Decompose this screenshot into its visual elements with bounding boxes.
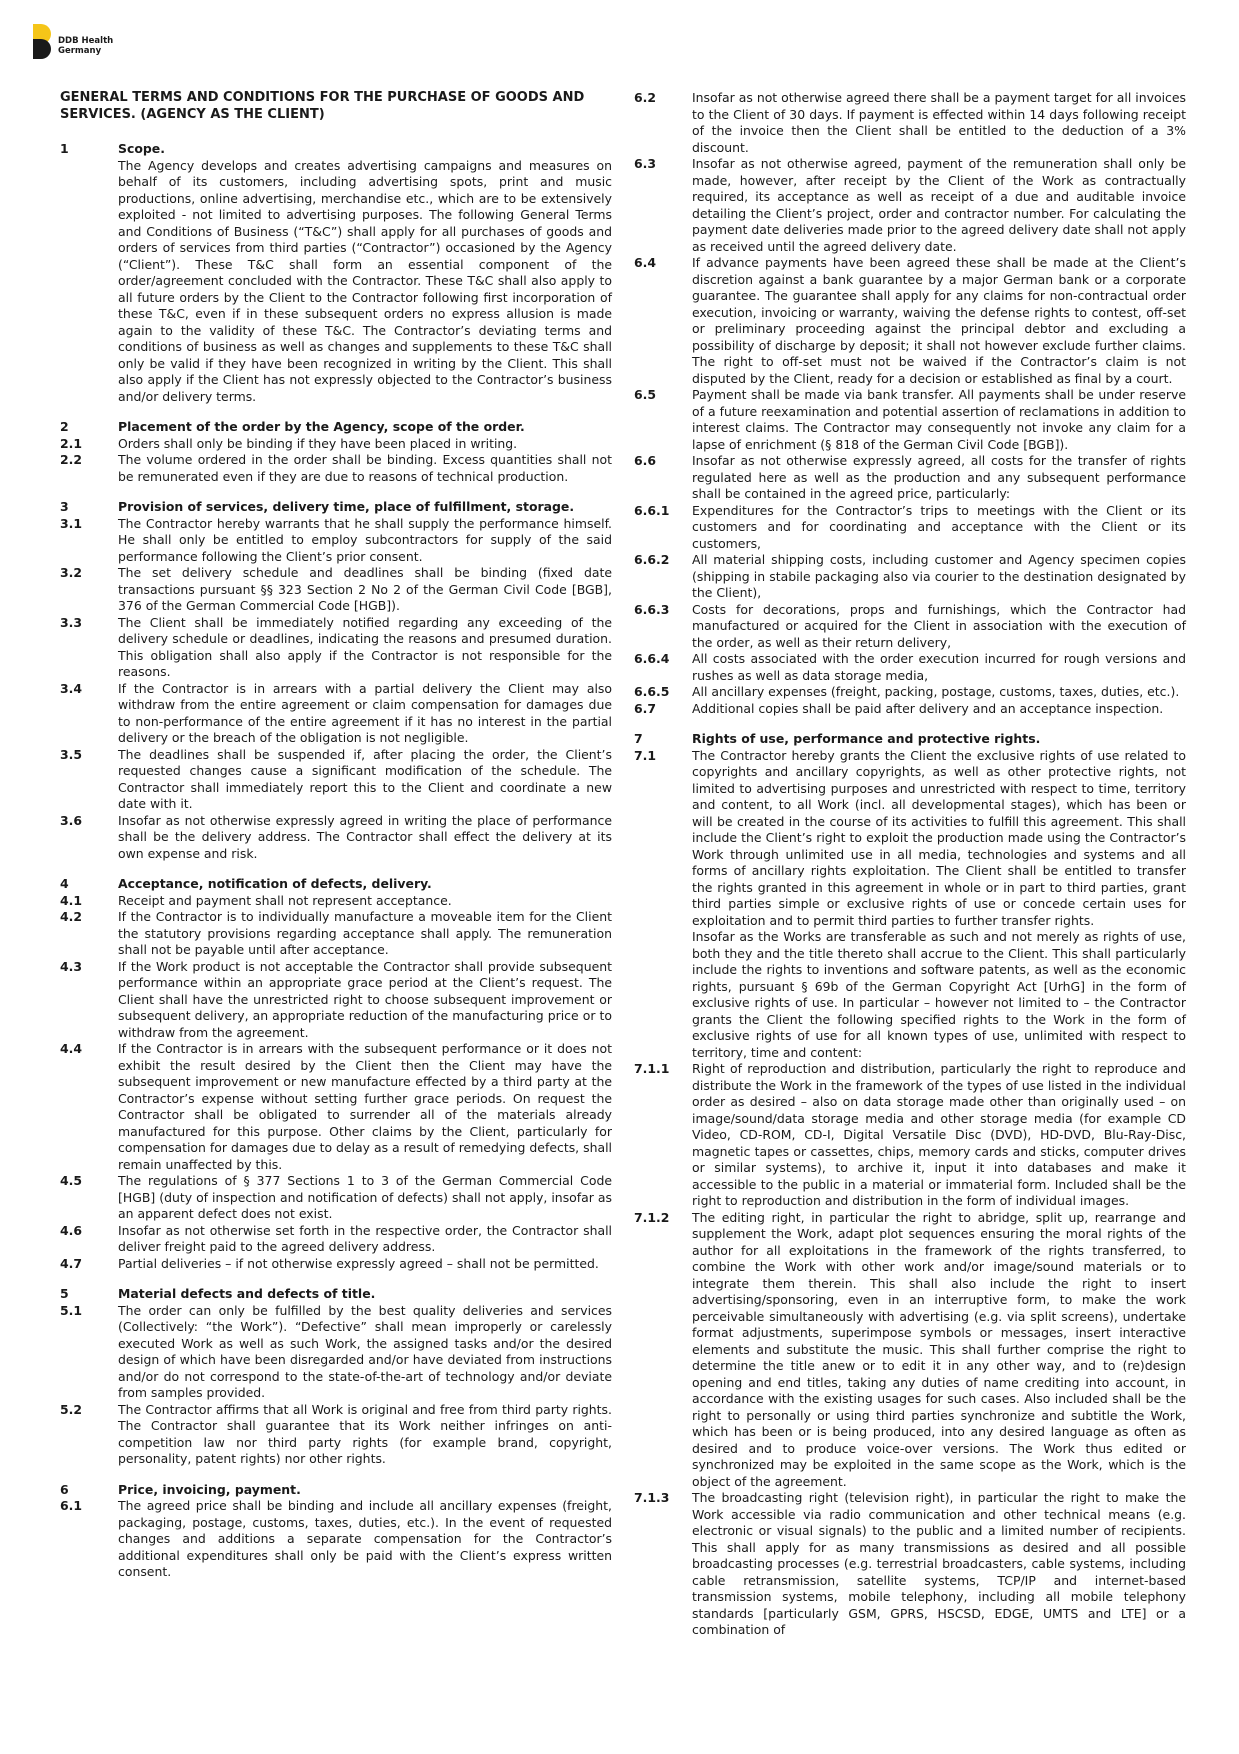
- clause-number: 3.2: [60, 565, 83, 580]
- clause-number: 6.6.2: [634, 552, 670, 567]
- clause: [60, 436, 612, 453]
- brand-name: [58, 36, 113, 56]
- clause-number: 4.2: [60, 909, 83, 924]
- company-logo: [32, 23, 152, 65]
- clause-text: Costs for decorations, props and furnishings, which the Contractor had manufactured or acquired for the Client in association with the execution of the order, as well as their return delivery,: [692, 601, 1186, 650]
- right-column: [634, 90, 1186, 1639]
- section-title: Provision of services, delivery time, place of fulfillment, storage.: [118, 499, 575, 514]
- clause: [60, 681, 612, 747]
- clause: [634, 701, 1186, 718]
- clause: [60, 1303, 612, 1402]
- clause: [634, 90, 1186, 156]
- clause: [634, 552, 1186, 602]
- clause: [60, 615, 612, 681]
- clause-number: 2: [60, 419, 69, 434]
- clause-number: 4.3: [60, 958, 83, 974]
- clause-text: If the Work product is not acceptable the Contractor shall provide subsequent performance within an appropriate grace period at the Client’s request. The Client shall have the unrestricted right to choose subsequent improvement or subsequent delivery, an appropriate reduction of the manufacturing price or to withdraw from the agreement.: [118, 958, 612, 1040]
- clause-text: Additional copies shall be paid after delivery and an acceptance inspection.: [692, 700, 1164, 716]
- clause-number: 6.7: [634, 700, 657, 716]
- clause-text: Partial deliveries – if not otherwise expressly agreed – shall not be permitted.: [118, 1255, 599, 1271]
- section-heading: [60, 419, 612, 436]
- brand-line-2: Germany: [58, 46, 102, 56]
- clause-text: Insofar as the Works are transferable as such and not merely as rights of use, both they and the title thereto shall accrue to the Client. This shall particularly include the rights to inventions and software patents, as well as the economic rights, pursuant § 69b of the German Copyright Act [UrhG] in the form of exclusive rights of use. In particular – however not limited to – the Contractor grants the Client the following specified rights to the Work in the form of exclusive rights of use for all known types of use, unlimited with respect to territory, time and content:: [692, 929, 1186, 1060]
- clause-number: 6.6.5: [634, 684, 670, 699]
- logo-black-shape: [33, 39, 51, 59]
- clause-number: 3.4: [60, 680, 83, 696]
- clause-number: 7.1: [634, 747, 657, 763]
- clause-number: 4.4: [60, 1041, 83, 1056]
- clause-number: 6.3: [634, 156, 657, 171]
- clause: [634, 684, 1186, 701]
- clause-text: The broadcasting right (television right), in particular the right to make the Work accessible via radio communication and other technical means (e.g. electronic or visual signals) to the public and a limited number of recipients. This shall apply for as many transmissions as desired and all possible broadcasting processes (e.g. terrestrial broadcasters, cable systems, including cable retransmission, satellite systems, TCP/IP and internet-based transmission systems, mobile telephony, including all mobile telephony standards [particularly GSM, GPRS, HSCSD, EDGE, UMTS and LTE] or a combination of: [692, 1490, 1186, 1637]
- clause-number: 6.5: [634, 387, 657, 402]
- clause-number: 6.4: [634, 255, 657, 270]
- clause: [634, 453, 1186, 503]
- clause: [634, 602, 1186, 652]
- clause: [60, 565, 612, 615]
- clause: [60, 1223, 612, 1256]
- section-heading: [60, 1286, 612, 1303]
- clause-number: [60, 158, 118, 406]
- clause-number: 3.6: [60, 812, 83, 828]
- clause-number: 6.6.1: [634, 502, 670, 518]
- clause-text: Insofar as not otherwise agreed, payment of the remuneration shall only be made, however, after receipt by the Client of the Work as contractually required, its acceptance as well as receipt of a due and auditable invoice detailing the Client’s project, order and contractor number. For calculating the payment date deliveries made prior to the agreed delivery date shall not apply as received until the agreed delivery date.: [692, 156, 1186, 254]
- clause-number: 4.5: [60, 1173, 83, 1188]
- clause: [60, 1256, 612, 1273]
- clause: [60, 1498, 612, 1581]
- clause-number: [634, 929, 692, 1061]
- clause-number: 5: [60, 1286, 69, 1301]
- clause-number: 4.1: [60, 892, 83, 908]
- clause: [634, 156, 1186, 255]
- clause-number: 6: [60, 1481, 69, 1497]
- clause: [60, 959, 612, 1042]
- clause-text: The order can only be fulfilled by the best quality deliveries and services (Collectively: “the Work”). “Defective” shall mean improperly or carelessly executed Work as well as such Work, the assigned tasks and/or the desired design of which have been disregarded and/or have deviated from instructions and/or do not correspond to the state-of-the-art of technology and/or deviate from samples provided.: [118, 1302, 612, 1400]
- section-title: Placement of the order by the Agency, scope of the order.: [118, 419, 525, 434]
- clause-number: 3: [60, 499, 69, 514]
- clause: [60, 158, 612, 406]
- left-column: [60, 90, 612, 1581]
- clause-text: Insofar as not otherwise expressly agreed, all costs for the transfer of rights regulated here as well as the production and any subsequent performance shall be contained in the agreed price, particularly:: [692, 453, 1186, 501]
- clause: [634, 255, 1186, 387]
- clause-text: The Contractor hereby warrants that he shall supply the performance himself. He shall only be entitled to employ subcontractors for supply of the said performance following the Client’s prior consent.: [118, 515, 612, 564]
- clause: [634, 1061, 1186, 1210]
- clause: [60, 452, 612, 485]
- clause-number: 7.1.1: [634, 1061, 670, 1076]
- clause: [634, 1490, 1186, 1639]
- clause-text: The Contractor affirms that all Work is original and free from third party rights. The Contractor shall guarantee that its Work neither infringes on anti-competition law nor third party rights (for example brand, copyright, personality, patent rights) nor other rights.: [118, 1401, 612, 1466]
- clause-text: If the Contractor is to individually manufacture a moveable item for the Client the statutory provisions regarding acceptance shall apply. The remuneration shall not be payable until after acceptance.: [118, 909, 612, 957]
- clause-text: The Client shall be immediately notified regarding any exceeding of the delivery schedule or deadlines, indicating the reasons and presumed duration. This obligation shall also apply if the Contractor is not responsible for the reasons.: [118, 614, 612, 679]
- clause: [60, 1402, 612, 1468]
- clause-number: 3.1: [60, 515, 83, 531]
- clause-number: 1: [60, 141, 69, 156]
- clause-text: Insofar as not otherwise set forth in the respective order, the Contractor shall deliver freight paid to the agreed delivery address.: [118, 1222, 612, 1254]
- clause: [60, 813, 612, 863]
- clause-number: 6.6: [634, 453, 657, 468]
- clause-text: Receipt and payment shall not represent acceptance.: [118, 892, 452, 908]
- clause: [634, 1210, 1186, 1491]
- clause-number: 6.2: [634, 90, 657, 105]
- clause-number: 3.5: [60, 746, 83, 762]
- clause-text: All material shipping costs, including customer and Agency specimen copies (shipping in stabile packaging also via courier to the destination designated by the Client),: [692, 552, 1186, 600]
- clause-text: If the Contractor is in arrears with a partial delivery the Client may also withdraw from the entire agreement or claim compensation for damages due to non-performance of the entire agreement if it has no interest in the partial delivery or the breach of the obligation is not negligible.: [118, 680, 612, 745]
- clause-text: Insofar as not otherwise expressly agreed in writing the place of performance shall be the delivery address. The Contractor shall effect the delivery at its own expense and risk.: [118, 812, 612, 861]
- clause-number: 7.1.2: [634, 1209, 670, 1225]
- clause-number: 5.2: [60, 1401, 83, 1417]
- clause-text: The Agency develops and creates advertising campaigns and measures on behalf of its customers, including advertising spots, print and music productions, online advertising, merchandise etc., which are to be extensively exploited - not limited to advertising purposes. The following General Terms and Conditions of Business (“T&C”) shall apply for all purchases of goods and orders of services from third parties (“Contractor”) occasioned by the Agency (“Client”). These T&C shall form an essential component of the order/agreement concluded with the Contractor. These T&C shall also apply to all future orders by the Client to the Contractor following first incorporation of these T&C, even if in these subsequent orders no express allusion is made again to the validity of these T&C. The Contractor’s deviating terms and conditions of business as well as changes and supplements to these T&C shall only be valid if they have been recognized in writing by the Client. This shall also apply if the Client has not expressly objected to the Contractor’s business and/or delivery terms.: [118, 157, 612, 404]
- brand-line-1: DDB Health: [58, 36, 114, 46]
- clause: [60, 1173, 612, 1223]
- clause-number: 4: [60, 876, 69, 891]
- clause-text: The Contractor hereby grants the Client the exclusive rights of use related to copyrights and ancillary copyrights, as well as other protective rights, not limited to advertising purposes and unrestricted with respect to time, territory and content, to all Work (incl. all developmental stages), which has been or will be created in the course of its activities to fulfill this agreement. This shall include the Client’s right to exploit the production made using the Contractor’s Work through unlimited use in all media, technologies and systems and all forms of ancillary rights exploitation. The Client shall be entitled to transfer the rights granted in this agreement in whole or in part to third parties, grant third parties simple or exclusive rights of use or concede certain uses for exploitation and to permit third parties to further transfer rights.: [692, 747, 1186, 928]
- clause: [634, 748, 1186, 930]
- clause-text: If advance payments have been agreed these shall be made at the Client’s discretion against a bank guarantee by a major German bank or a corporate guarantee. The guarantee shall apply for any claims for non-contractual order execution, invoicing or warranty, waiving the defense rights to contest, off-set or preliminary proceeding against the principal debtor and excluding a possibility of discharge by deposit; it shall not however exclude further claims. The right to off-set must not be waived if the Contractor’s claim is not disputed by the Client, ready for a decision or established as final by a court.: [692, 255, 1186, 386]
- clause-text: The regulations of § 377 Sections 1 to 3 of the German Commercial Code [HGB] (duty of inspection and notification of defects) shall not apply, insofar as an apparent defect does not exist.: [118, 1173, 612, 1221]
- clause-number: 6.1: [60, 1498, 83, 1513]
- clause-number: 6.6.4: [634, 651, 670, 666]
- document-title: GENERAL TERMS AND CONDITIONS FOR THE PURCHASE OF GOODS AND SERVICES. (AGENCY AS THE CLIENT): [60, 90, 585, 122]
- section-title: Acceptance, notification of defects, delivery.: [118, 876, 432, 891]
- clause: [634, 651, 1186, 684]
- section-title: Price, invoicing, payment.: [118, 1481, 301, 1497]
- section-heading: [60, 141, 612, 158]
- clause-text: All ancillary expenses (freight, packing, postage, customs, taxes, duties, etc.).: [692, 684, 1180, 699]
- clause: [60, 516, 612, 566]
- clause-text: Right of reproduction and distribution, particularly the right to reproduce and distribute the Work in the framework of the types of use listed in the individual order as desired – also on data storage made other than originally used – on image/sound/data storage media and other storage media (for example CD Video, CD-ROM, CD-I, Digital Versatile Disc (DVD), HD-DVD, Blu-Ray-Disc, magnetic tapes or cassettes, chips, memory cards and sticks, computer drives or similar systems), to archive it, input it into databases and make it accessible to the public in a material or immaterial form. Included shall be the right to reproduction and distribution in the form of individual images.: [692, 1061, 1186, 1208]
- clause-text: Orders shall only be binding if they have been placed in writing.: [118, 435, 518, 451]
- clause-text: Insofar as not otherwise agreed there shall be a payment target for all invoices to the Client of 30 days. If payment is effected within 14 days following receipt of the invoice then the Client shall be entitled to the deduction of a 3% discount.: [692, 90, 1186, 155]
- clause-text: The editing right, in particular the right to abridge, split up, rearrange and supplement the Work, adapt plot sequences ensuring the moral rights of the author for all exploitations in the framework of the rights transferred, to combine the Work with other work and/or image/sound materials or to integrate them therein. This shall also include the right to insert advertising/sponsoring, even in an interruptive form, to make the work perceivable simultaneously with advertising (e.g. via split screens), undertake format adjustments, superimpose symbols or messages, insert interactive elements and substitute the music. This shall further comprise the right to determine the title anew or to edit it in any other way, and to (re)design opening and end titles, taking any duties of name crediting into account, in accordance with the existing usages for such cases. Also included shall be the right to personally or using third parties synchronize and subtitle the Work, which has been or is being produced, into any desired language as often as desired and to produce voice-over versions. The Work thus edited or synchronized may be exploited in the same scope as the Work, which is the object of the agreement.: [692, 1209, 1186, 1489]
- section-heading: [60, 499, 612, 516]
- clause-text: The volume ordered in the order shall be binding. Excess quantities shall not be remunerated even if they are due to reasons of technical production.: [118, 452, 612, 484]
- clause-text: The deadlines shall be suspended if, after placing the order, the Client’s requested changes cause a significant modification of the schedule. The Contractor shall immediately report this to the Client and coordinate a new date with it.: [118, 746, 612, 811]
- clause: [60, 1041, 612, 1173]
- section-title: Rights of use, performance and protective rights.: [692, 731, 1041, 746]
- clause-number: 4.7: [60, 1255, 83, 1271]
- clause-text: All costs associated with the order execution incurred for rough versions and rushes as well as data storage media,: [692, 651, 1186, 683]
- clause-number: 2.1: [60, 435, 83, 451]
- section-title: Scope.: [118, 141, 165, 156]
- section-title: Material defects and defects of title.: [118, 1286, 376, 1301]
- clause-text: If the Contractor is in arrears with the subsequent performance or it does not exhibit the result desired by the Client then the Client may have the subsequent improvement or new manufacture effected by a third party at the Contractor’s expense without setting further grace periods. On request the Contractor shall be obligated to surrender all of the materials already manufactured for this purpose. Other claims by the Client, particularly for compensation for damages due to delay as a result of remedying defects, shall remain unaffected by this.: [118, 1041, 612, 1172]
- clause-number: 3.3: [60, 614, 83, 630]
- ddb-logo-icon: [32, 23, 56, 59]
- clause-text: Expenditures for the Contractor’s trips to meetings with the Client or its customers and for coordinating and acceptance with the Client or its customers,: [692, 502, 1186, 551]
- clause-number: 4.6: [60, 1222, 83, 1238]
- clause-number: 7: [634, 731, 643, 746]
- clause-text: Payment shall be made via bank transfer. All payments shall be under reserve of a future reexamination and potential assertion of reclamations in addition to interest claims. The Contractor may consequently not invoke any claim for a lapse of enrichment (§ 818 of the German Civil Code [BGB]).: [692, 387, 1186, 452]
- section-heading: [60, 1482, 612, 1499]
- clause-number: 6.6.3: [634, 601, 670, 617]
- clause-number: 7.1.3: [634, 1490, 670, 1505]
- clause: [60, 893, 612, 910]
- clause: [60, 747, 612, 813]
- clause-text: The set delivery schedule and deadlines shall be binding (fixed date transactions pursuant §§ 323 Section 2 No 2 of the German Civil Code [BGB], 376 of the German Commercial Code [HGB]).: [118, 565, 612, 613]
- section-heading: [60, 876, 612, 893]
- clause-number: 2.2: [60, 452, 83, 467]
- clause: [634, 503, 1186, 553]
- clause-number: 5.1: [60, 1302, 83, 1318]
- clause: [634, 929, 1186, 1061]
- clause: [634, 387, 1186, 453]
- clause: [60, 909, 612, 959]
- clause-text: The agreed price shall be binding and include all ancillary expenses (freight, packaging, postage, customs, taxes, duties, etc.). In the event of requested changes and additions a separate compensation for the Contractor’s additional expenditures shall only be paid with the Client’s express written consent.: [118, 1498, 612, 1579]
- section-heading: [634, 731, 1186, 748]
